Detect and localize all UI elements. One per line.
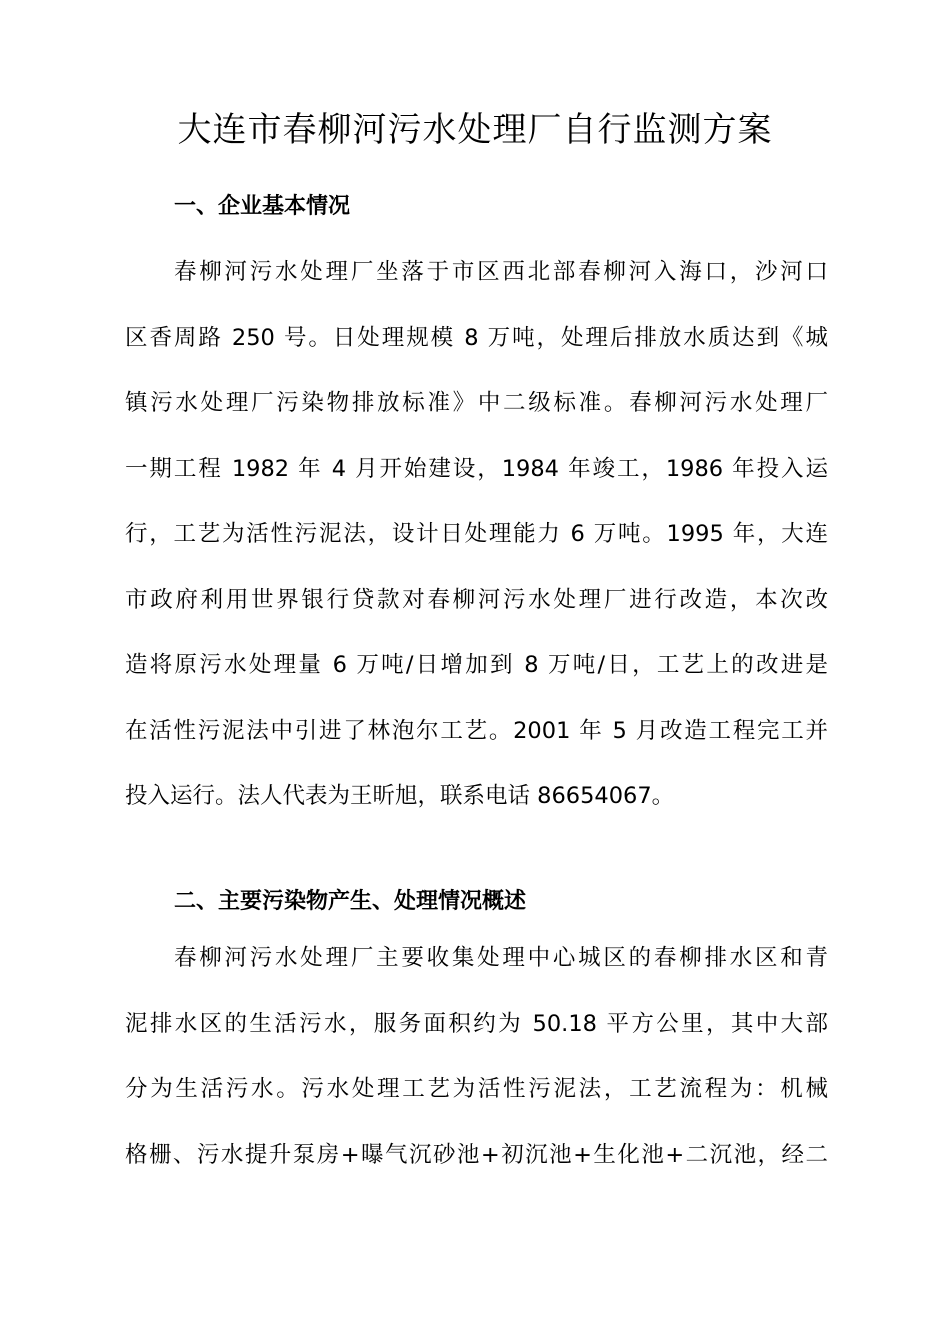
paragraph-line: 投入运行。法人代表为王昕旭，联系电话 86654067。 <box>125 783 675 809</box>
paragraph-line: 格栅、污水提升泵房+曝气沉砂池+初沉池+生化池+二沉池，经二 <box>125 1142 828 1168</box>
section-heading-pollutants: 二、主要污染物产生、处理情况概述 <box>174 889 527 914</box>
document-title: 大连市春柳河污水处理厂自行监测方案 <box>177 110 773 150</box>
paragraph-line: 市政府利用世界银行贷款对春柳河污水处理厂进行改造，本次改 <box>125 587 828 613</box>
paragraph-line: 一期工程 1982 年 4 月开始建设，1984 年竣工，1986 年投入运 <box>125 456 828 482</box>
paragraph-line: 在活性污泥法中引进了林泡尔工艺。2001 年 5 月改造工程完工并 <box>125 718 828 744</box>
paragraph-line: 分为生活污水。污水处理工艺为活性污泥法，工艺流程为：机械 <box>125 1076 828 1102</box>
paragraph-line: 春柳河污水处理厂坐落于市区西北部春柳河入海口，沙河口 <box>174 259 828 285</box>
paragraph-line: 春柳河污水处理厂主要收集处理中心城区的春柳排水区和青 <box>174 945 828 971</box>
paragraph-line: 泥排水区的生活污水，服务面积约为 50.18 平方公里，其中大部 <box>125 1011 828 1037</box>
paragraph-line: 镇污水处理厂污染物排放标准》中二级标准。春柳河污水处理厂 <box>125 390 828 416</box>
paragraph-line: 造将原污水处理量 6 万吨/日增加到 8 万吨/日，工艺上的改进是 <box>125 652 828 678</box>
paragraph-line: 区香周路 250 号。日处理规模 8 万吨，处理后排放水质达到《城 <box>125 325 828 351</box>
paragraph-line: 行，工艺为活性污泥法，设计日处理能力 6 万吨。1995 年，大连 <box>125 521 828 547</box>
section-heading-basic-info: 一、企业基本情况 <box>174 194 351 219</box>
